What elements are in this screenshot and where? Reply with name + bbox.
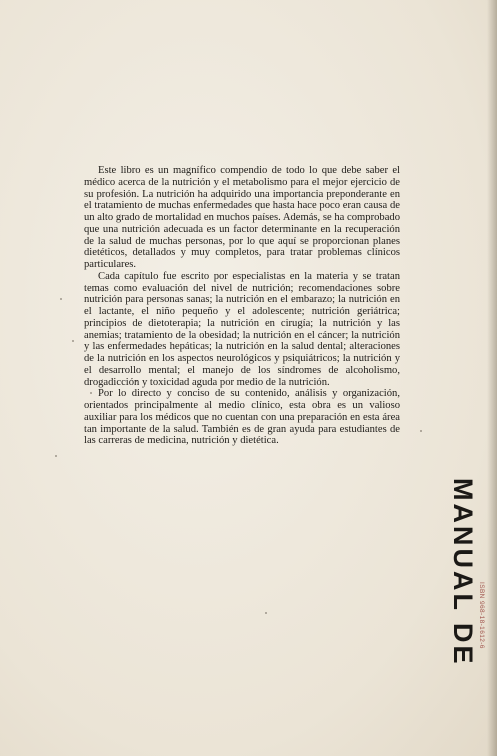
paragraph-chapters: Cada capítulo fue escrito por especialistas en la materia y se tratan temas como evaluación del nivel de nutrición; recomendaciones sobre nutrición para personas sanas; la nutrición en el embarazo; la nutrición en el lactante, el niño pequeño y el adolescente; nutrición geriátrica; principios de dietoterapia; la nutrición en cirugía; la nutrición y las anemias; tratamiento de la obesidad; la nutrición en el cáncer; la nutrición y las enfermedades hepáticas; la nutrición en la salud dental; alteraciones de la nutrición en los aspectos neurológicos y psiquiátricos; la nutrición y el desarrollo mental; el manejo de los síndromes de alcoholismo, drogadicción y toxicidad aguda por medio de la nutrición.	[84, 270, 400, 388]
page-edge-shadow	[487, 0, 497, 756]
spine-title: MANUAL DE	[448, 478, 478, 667]
paragraph-audience: Por lo directo y conciso de su contenido, análisis y organización, orientados principalmente al medio clínico, esta obra es un valioso auxiliar para los médicos que no cuentan con una preparación en esta área tan importante de la salud. También es de gran ayuda para estudiantes de las carreras de medicina, nutrición y dietética.	[84, 388, 400, 447]
paper-speck	[420, 430, 422, 432]
paper-speck	[265, 612, 267, 614]
isbn-number: ISBN 968-18-1612-6	[478, 582, 485, 649]
paper-speck	[55, 455, 57, 457]
paper-speck	[60, 298, 62, 300]
paper-speck	[135, 380, 137, 382]
paper-speck	[72, 340, 74, 342]
paper-speck	[90, 392, 92, 394]
back-cover-text	[84, 165, 400, 447]
paragraph-intro: Este libro es un magnífico compendio de todo lo que debe saber el médico acerca de la nutrición y el metabolismo para el mejor ejercicio de su profesión. La nutrición ha adquirido una importancia preponderante en el tratamiento de muchas enfermedades que hasta hace poco eran causa de un alto grado de mortalidad en muchos países. Además, se ha comprobado que una nutrición adecuada es un factor determinante en la recuperación de la salud de muchas personas, por lo que aquí se proporcionan planes dietéticos, detallados y muy completos, para tratar problemas clínicos particulares.	[84, 165, 400, 270]
